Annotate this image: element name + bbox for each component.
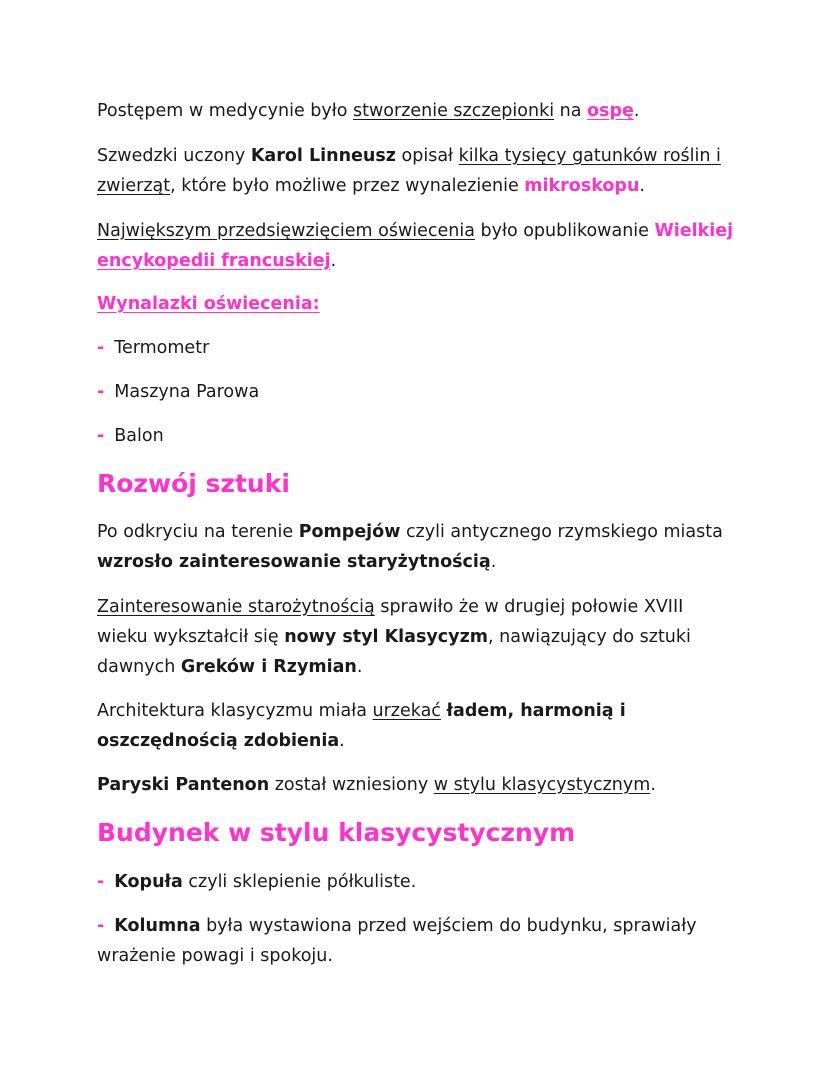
text: Architektura klasycyzmu miała: [97, 701, 373, 721]
text-bold: Kolumna: [114, 916, 201, 936]
text: czyli antycznego rzymskiego miasta: [400, 522, 723, 542]
text: czyli sklepienie półkuliste.: [182, 872, 417, 892]
paragraph-architecture: [97, 696, 737, 756]
text-underlined: Zainteresowanie starożytnością: [97, 597, 375, 617]
inventions-heading: [97, 289, 737, 319]
text: była wystawiona przed wejściem do budynku, sprawiały: [200, 916, 697, 936]
text: .: [339, 731, 345, 751]
paragraph-linneusz: [97, 141, 737, 201]
text: wieku wykształcił się: [97, 627, 285, 647]
inventions-heading-text: Wynalazki oświecenia:: [97, 294, 320, 314]
text-bold: Kopuła: [114, 872, 183, 892]
text: sprawiło że w drugiej połowie XVIII: [374, 597, 684, 617]
text: Postępem w medycynie było: [97, 101, 353, 121]
paragraph-classicism: [97, 592, 737, 682]
keyword-ospe: ospę: [587, 101, 634, 121]
text-underlined: kilka tysięcy gatunków roślin i: [458, 146, 721, 166]
text-underlined: stworzenie szczepionki: [353, 101, 555, 121]
section-title-art: Rozwój sztuki: [97, 469, 290, 498]
text: Po odkryciu na terenie: [97, 522, 299, 542]
dash-bullet-icon: -: [97, 916, 105, 936]
paragraph-pantheon: [97, 770, 737, 800]
text-bold: wzrosło zainteresowanie staryżytnością: [97, 552, 491, 572]
text-underlined: zwierząt: [97, 176, 171, 196]
text-underlined: w stylu klasycystycznym: [433, 775, 651, 795]
text: dawnych: [97, 657, 181, 677]
name-pompeii: Pompejów: [298, 522, 401, 542]
dash-bullet-icon: -: [97, 338, 105, 358]
text-bold: Paryski Pantenon: [97, 775, 270, 795]
text: na: [554, 101, 588, 121]
text: , które było możliwe przez wynalezienie: [170, 176, 525, 196]
text: .: [330, 251, 337, 271]
paragraph-encyclopedia: [97, 216, 737, 276]
text-bold: nowy styl Klasycyzm: [284, 627, 489, 647]
text: , nawiązujący do sztuki: [488, 627, 691, 647]
keyword-wielkiej: Wielkiej: [654, 221, 734, 241]
text-underlined: urzekać: [372, 701, 441, 721]
dash-bullet-icon: -: [97, 872, 105, 892]
dash-bullet-icon: -: [97, 382, 105, 402]
text: został wzniesiony: [269, 775, 434, 795]
text-underlined: Największym przedsięwzięciem oświecenia: [97, 221, 475, 241]
text-bold: Greków i Rzymian: [180, 657, 357, 677]
list-item: [97, 421, 737, 451]
text: .: [639, 176, 645, 196]
list-item-label: Balon: [114, 426, 164, 446]
dash-bullet-icon: -: [97, 426, 105, 446]
name-linneusz: Karol Linneusz: [250, 146, 396, 166]
paragraph-vaccine: [97, 96, 737, 126]
text: .: [490, 552, 497, 572]
text: wrażenie powagi i spokoju.: [97, 946, 333, 966]
keyword-encyclopedia: encykopedii francuskiej: [97, 251, 331, 271]
text: .: [633, 101, 640, 121]
list-item: [97, 867, 737, 897]
list-item-label: Maszyna Parowa: [114, 382, 260, 402]
text: Szwedzki uczony: [97, 146, 251, 166]
list-item: [97, 377, 737, 407]
list-item: [97, 333, 737, 363]
section-title-building: Budynek w stylu klasycystycznym: [97, 818, 576, 847]
paragraph-pompeii: [97, 517, 737, 577]
list-item-label: Termometr: [114, 338, 210, 358]
list-item: [97, 911, 737, 971]
text: .: [650, 775, 656, 795]
text: opisał: [395, 146, 459, 166]
text-bold: oszczędnością zdobienia: [97, 731, 340, 751]
keyword-mikroskop: mikroskopu: [524, 176, 640, 196]
text: .: [356, 657, 363, 677]
text-bold: ładem, harmonią i: [446, 701, 626, 721]
text: było opublikowanie: [474, 221, 655, 241]
